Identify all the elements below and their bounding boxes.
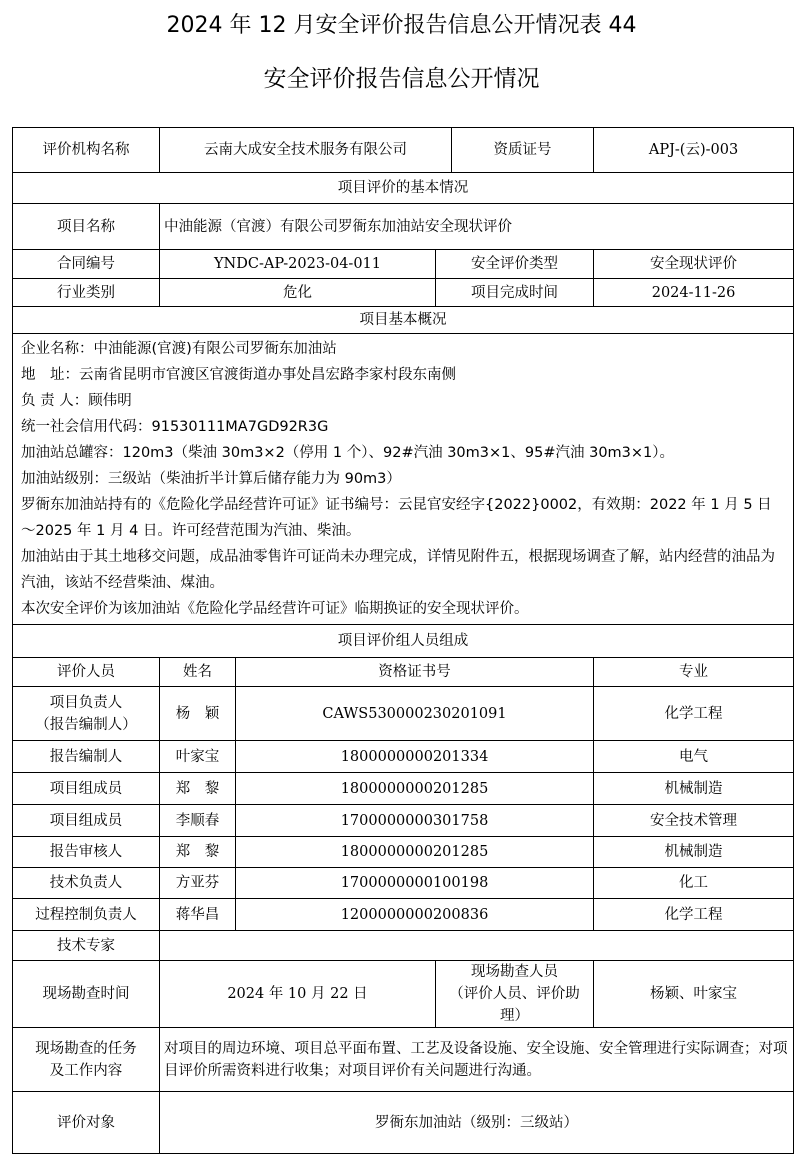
org-label: 评价机构名称 [13, 128, 160, 173]
overview-line: 本次安全评价为该加油站《危险化学品经营许可证》临期换证的安全现状评价。 [21, 601, 529, 617]
overview-line: 罗衙东加油站持有的《危险化学品经营许可证》证书编号：云昆官安经字{2022}0002，有效期：2022 年 1 月 5 日～2025 年 1 月 4 日。许可经营范围为汽油、柴油。 [21, 497, 772, 539]
table-row [13, 805, 794, 837]
team-major: 电气 [594, 741, 794, 773]
target-value: 罗衙东加油站（级别：三级站） [160, 1092, 794, 1154]
team-major: 安全技术管理 [594, 805, 794, 837]
team-role: 过程控制负责人 [13, 899, 160, 931]
team-major: 机械制造 [594, 837, 794, 868]
team-header-cert: 资格证书号 [236, 658, 594, 687]
team-role: 项目负责人 （报告编制人） [13, 687, 160, 741]
project-name: 中油能源（官渡）有限公司罗衙东加油站安全现状评价 [160, 204, 794, 250]
basic-section-title: 项目评价的基本情况 [13, 173, 794, 204]
overview-line: 统一社会信用代码：91530111MA7GD92R3G [21, 419, 329, 435]
contract-label: 合同编号 [13, 250, 160, 279]
team-section-title: 项目评价组人员组成 [13, 625, 794, 658]
overview-content [13, 334, 794, 625]
team-header-role: 评价人员 [13, 658, 160, 687]
team-name: 李顺春 [160, 805, 236, 837]
team-header-major: 专业 [594, 658, 794, 687]
eval-type-label: 安全评价类型 [436, 250, 594, 279]
survey-time-label: 现场勘查时间 [13, 961, 160, 1028]
survey-staff: 杨颖、叶家宝 [594, 961, 794, 1028]
team-name: 杨 颖 [160, 687, 236, 741]
cert-no: APJ-(云)-003 [594, 128, 794, 173]
table-row [13, 741, 794, 773]
team-cert: 1800000000201285 [236, 773, 594, 805]
cert-label: 资质证号 [452, 128, 594, 173]
overview-line: 企业名称：中油能源(官渡)有限公司罗衙东加油站 [21, 341, 337, 357]
team-role: 技术负责人 [13, 868, 160, 899]
org-name: 云南大成安全技术服务有限公司 [160, 128, 452, 173]
table-row [13, 837, 794, 868]
table-row [13, 773, 794, 805]
document-title: 2024 年 12 月安全评价报告信息公开情况表 44 [166, 13, 637, 38]
survey-task-label: 现场勘查的任务 及工作内容 [13, 1028, 160, 1092]
team-role: 报告审核人 [13, 837, 160, 868]
team-role: 报告编制人 [13, 741, 160, 773]
team-cert: CAWS530000230201091 [236, 687, 594, 741]
team-name: 郑 黎 [160, 837, 236, 868]
survey-time: 2024 年 10 月 22 日 [160, 961, 436, 1028]
overview-section-title: 项目基本概况 [13, 307, 794, 334]
team-cert: 1700000000301758 [236, 805, 594, 837]
team-role: 项目组成员 [13, 773, 160, 805]
table-row [13, 899, 794, 931]
overview-line: 加油站由于其土地移交问题，成品油零售许可证尚未办理完成，详情见附件五，根据现场调查了解，站内经营的油品为汽油，该站不经营柴油、煤油。 [21, 549, 775, 591]
team-cert: 1800000000201334 [236, 741, 594, 773]
team-header-name: 姓名 [160, 658, 236, 687]
team-cert: 1700000000100198 [236, 868, 594, 899]
team-name: 蒋华昌 [160, 899, 236, 931]
disclosure-table [12, 127, 794, 1154]
team-role: 项目组成员 [13, 805, 160, 837]
team-major: 化学工程 [594, 687, 794, 741]
overview-line: 加油站总罐容：120m3（柴油 30m3×2（停用 1 个）、92#汽油 30m3×1、95#汽油 30m3×1）。 [21, 445, 675, 461]
team-major: 化工 [594, 868, 794, 899]
survey-task: 对项目的周边环境、项目总平面布置、工艺及设备设施、安全设施、安全管理进行实际调查；对项目评价所需资料进行收集；对项目评价有关问题进行沟通。 [160, 1028, 794, 1092]
team-major: 化学工程 [594, 899, 794, 931]
industry-label: 行业类别 [13, 279, 160, 307]
completion-date: 2024-11-26 [594, 279, 794, 307]
expert-label: 技术专家 [13, 931, 160, 961]
team-cert: 1800000000201285 [236, 837, 594, 868]
team-name: 方亚芬 [160, 868, 236, 899]
document-subtitle: 安全评价报告信息公开情况 [263, 66, 540, 92]
overview-line: 地 址：云南省昆明市官渡区官渡街道办事处昌宏路李家村段东南侧 [21, 367, 456, 383]
survey-staff-label: 现场勘查人员 （评价人员、评价助理） [436, 961, 594, 1028]
overview-line: 负 责 人：顾伟明 [21, 393, 132, 409]
team-name: 郑 黎 [160, 773, 236, 805]
expert-value [160, 931, 794, 961]
eval-type: 安全现状评价 [594, 250, 794, 279]
table-row [13, 868, 794, 899]
table-row [13, 687, 794, 741]
team-cert: 1200000000200836 [236, 899, 594, 931]
overview-line: 加油站级别：三级站（柴油折半计算后储存能力为 90m3） [21, 471, 401, 487]
team-name: 叶家宝 [160, 741, 236, 773]
project-name-label: 项目名称 [13, 204, 160, 250]
team-major: 机械制造 [594, 773, 794, 805]
contract-no: YNDC-AP-2023-04-011 [160, 250, 436, 279]
target-label: 评价对象 [13, 1092, 160, 1154]
completion-label: 项目完成时间 [436, 279, 594, 307]
industry: 危化 [160, 279, 436, 307]
